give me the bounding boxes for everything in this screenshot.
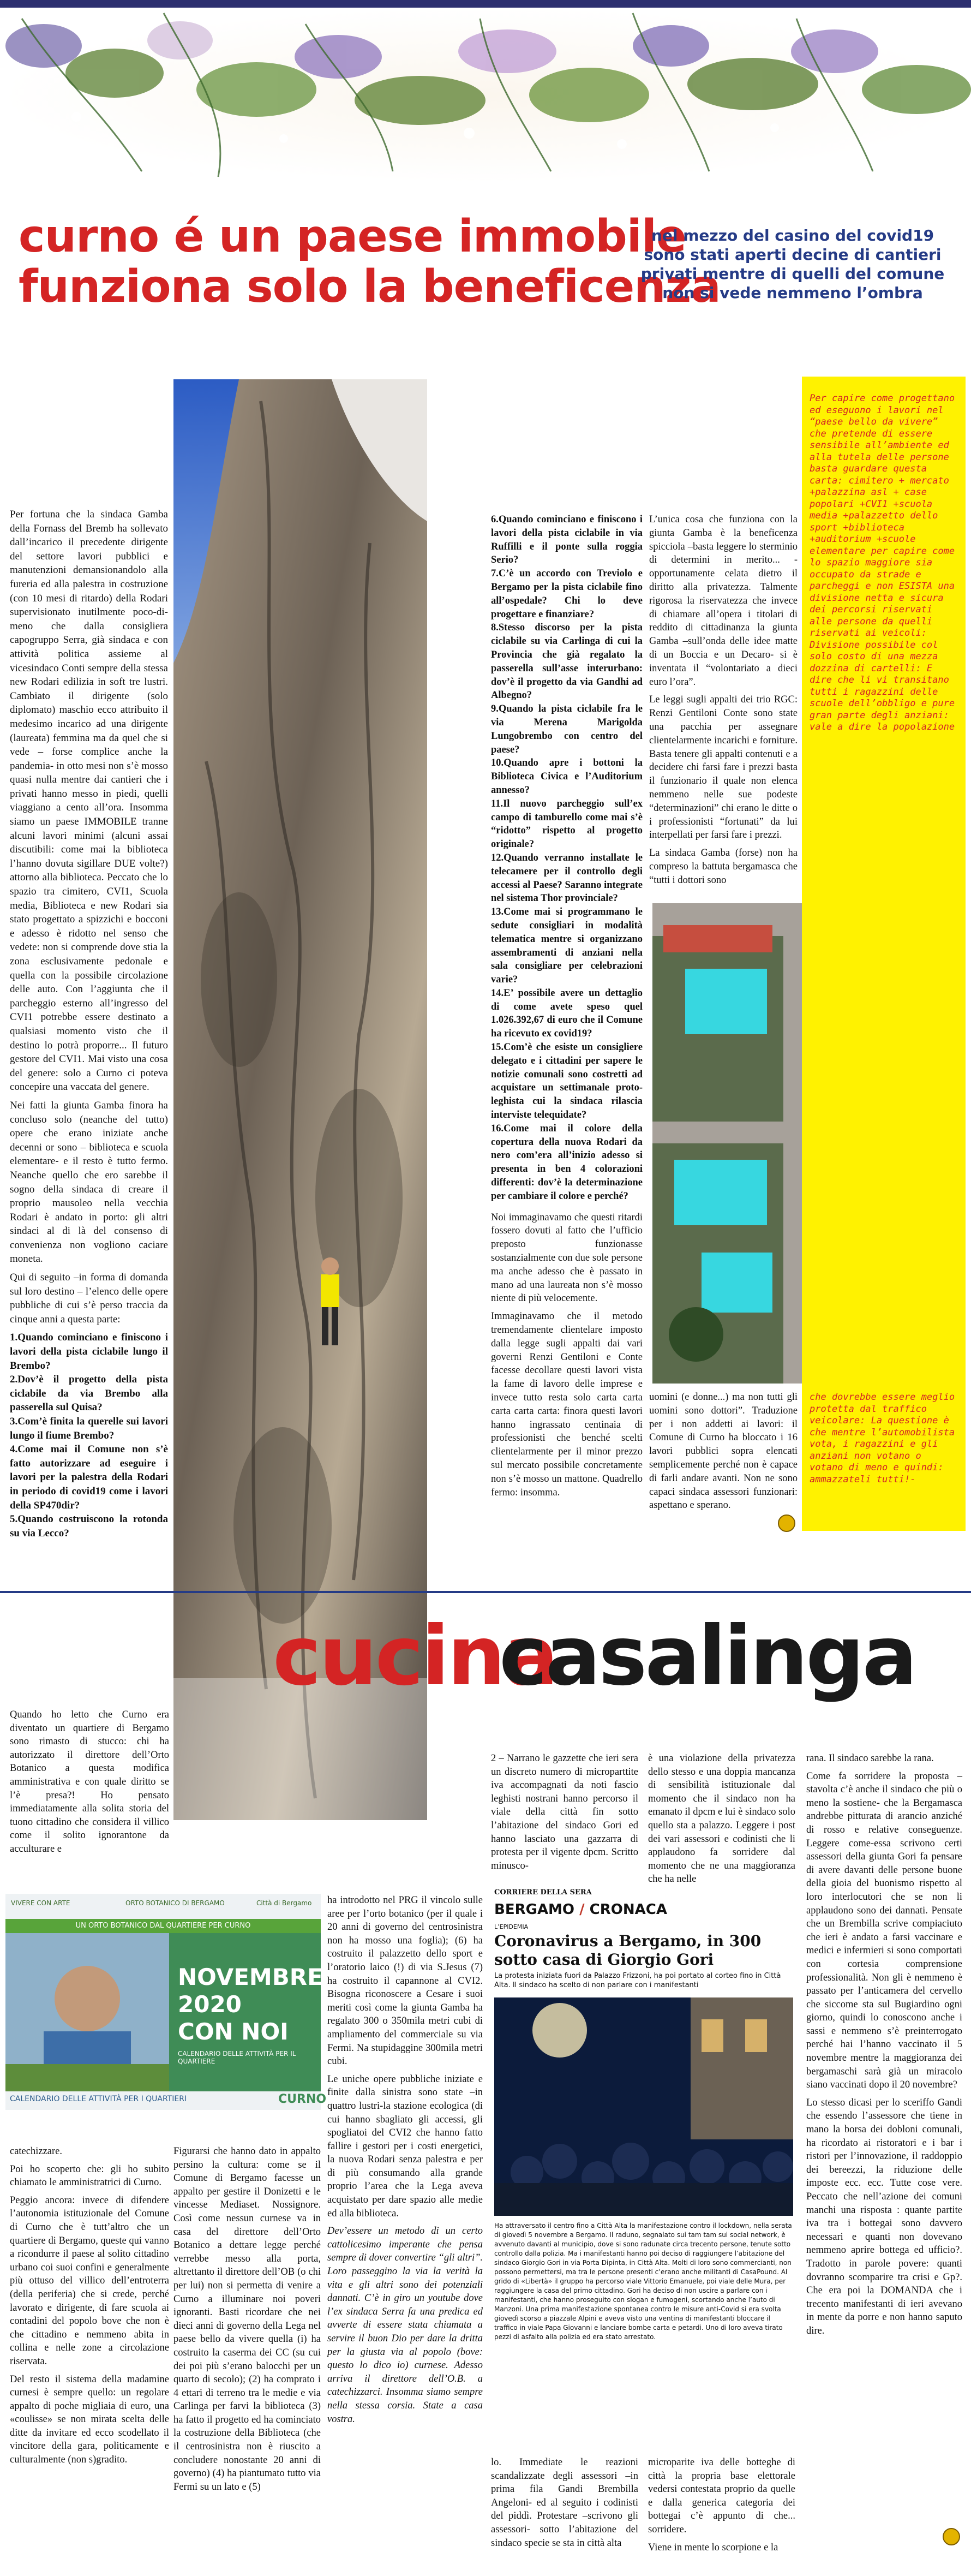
- flyer-logo-mid: ORTO BOTANICO DI BERGAMO: [125, 1899, 225, 1907]
- publisher-logo: [943, 2528, 960, 2545]
- question-item: 7.C’è un accordo con Treviolo e Bergamo per la pista ciclabile fino all’ospedale? Chi lo deve progettare e finanziare?: [491, 568, 643, 620]
- subheadline-line4: non si vede nemmeno l’ombra: [662, 284, 923, 302]
- orto-botanico-flyer: [5, 1894, 327, 2110]
- subheadline: [626, 226, 959, 302]
- bottom-column-6: [806, 1752, 962, 2342]
- subheadline-line2: sono stati aperti decine di cantieri: [644, 246, 942, 264]
- paragraph: catechizzare.: [10, 2146, 63, 2157]
- sidebar-text-top: Per capire come progettano ed eseguono i lavori nel “paese bello da vivere” che pretende di essere sensibile all’ambiente ed alla tutela delle persone basta guardare questa carta: cimitero + mercato +palazzina asl + case popolari +CVI1 +scuola media +palazzetto dello sport +biblioteca +auditorium +scuole elementare per capire come lo spazio maggiore sia occupato da strade e parcheggi e non ESISTA una divisione netta e sicura dei percorsi riservati alle persone da quelli riservati ai veicoli: Divisione possibile col solo costo di una mezza dozzina di cartelli: E dire che li vi transitano tutti i ragazzini delle scuole dell’obbligo e pure gran parte degli anziani: vale a dire la popolazione: [810, 393, 955, 732]
- main-headline-line1: curno é un paese immobile: [19, 211, 686, 263]
- question-item: 1.Quando cominciano e finiscono i lavori della pista ciclabile lungo il Brembo?: [10, 1332, 168, 1372]
- bottom-column-1-top: [10, 1708, 169, 1861]
- paragraph: Le uniche opere pubbliche iniziate e finite dalla sinistra sono state –in quattro lustri-la stazione ecologica (di cui hanno sbagliato gli accessi, gli spogliatoi del CVI2 che hanno fatto fallire i gestori per i costi energetici, la nuova Rodari senza palestra e per di più consumando alla grande proprio l’area che la Lega aveva acquistato per dare spazio alle medie ed alla biblioteca.: [327, 2073, 483, 2219]
- question-item: 5.Quando costruiscono la rotonda su via Lecco?: [10, 1513, 168, 1539]
- paragraph: Immaginavamo che il metodo tremendamente clientelare imposto dalla legge sugli appalti dai vari governi Renzi Gentiloni e Conte facesse decollare questi lavori vista la fame di lavoro delle imprese e invece tutto resta solo carta carta carta carta carta: finora questi lavori hanno ingrassato centinaia di professionisti che benché scelti clientelarmente per il minor prezzo sul mercato possibile concretamente non s’è mosso un mattone. Quadrello fermo: insomma.: [491, 1311, 643, 1498]
- floral-banner: [0, 8, 971, 182]
- article-column-1: [10, 508, 168, 1540]
- subheadline-line1: nel mezzo del casino del covid19: [651, 226, 934, 245]
- news-section-city: BERGAMO: [494, 1901, 575, 1918]
- paragraph: Le leggi sugli appalti dei trio RGC: Renzi Gentiloni Conte sono state una pacchia per assegnare clientelarmente incarichi e forniture. Basta tenere gli appalti contenuti e a decidere chi farsi fare i prezzi basta il funzionario il quale non elenca nemmeno nelle sue podeste “determinazioni” chi erano le ditte o i professionisti “fortunati” da lui interpellati per farsi fare i prezzi.: [649, 694, 798, 841]
- news-clipping: [491, 1888, 796, 2390]
- paragraph: microparite iva delle botteghe di città la propria base elettorale vedersi contestata proprio da quelle e dalla generica categoria dei bottegai c’è appunto di che... sorridere.: [648, 2457, 795, 2535]
- question-item: 16.Come mai il colore della copertura della nuova Rodari da nero com’era all’inizio adesso si presenta in ben 4 colorazioni differenti: dov’è la determinazione per cambiare il colore e perché?: [491, 1123, 643, 1202]
- rock-climber-art: [173, 379, 427, 1820]
- paragraph: lo. Immediate le reazioni scandalizzate degli assessori –in prima fila Gandi Brembilla Angeloni- ed al seguito i codinisti del piddì. Protestare –scrivono gli assessori- sotto l’abitazione del sindaco specie se sta in città alta: [491, 2457, 638, 2549]
- paragraph: Poi ho scoperto che: gli ho subito chiamato le amministratrici di Curno.: [10, 2163, 169, 2189]
- paragraph: L’unica cosa che funziona con la giunta Gamba è la beneficenza spicciola –basta leggere lo sterminio di determini in merito... - opportunamente celata dietro il diritto alla privatezza. Talmente rigorosa la riservatezza che invece di chiamare all’opera i titolari di reddito di cittadinanza la giunta Gamba –sull’onda delle idee matte di un Boccia e un Decaro- si è inventata il “volontariato a dieci euro l’ora”.: [649, 514, 798, 688]
- sidebar-text-bottom: che dovrebbe essere meglio protetta dal traffico veicolare: La questione è che mentre l’automobilista vota, i ragazzini e gli anziani non votano o votano di meno e quindi: ammazzateli tutti!-: [810, 1392, 955, 1485]
- question-item: 9.Quando la pista ciclabile fra le via Merena Marigolda Lungobrembo con centro del paese?: [491, 703, 643, 755]
- question-item: 6.Quando cominciano e finiscono i lavori della pista ciclabile in via Ruffilli e il ponte sulla roggia Serio?: [491, 514, 643, 566]
- flyer-year: 2020: [178, 1991, 242, 2018]
- flyer-slogan: CON NOI: [178, 2018, 289, 2045]
- bottom-column-4-top: [491, 1752, 638, 1877]
- question-item: 10.Quando apre i bottoni la Biblioteca Civica e l’Auditorium annesso?: [491, 758, 643, 796]
- main-headline: [19, 212, 721, 312]
- paragraph: ha introdotto nel PRG il vincolo sulle aree per l’orto botanico (per il quale i 20 anni di governo del centrosinistra non ha mosso una foglia); (6) ha costruito il palazzetto dello sport e l’oratorio laico (!) di via S.Jesus (7) ha costruito il capannone al CVI2. Bisogna riconoscere a Cesare i suoi meriti così come la giunta Gamba ha regalato 300 o 350mila metri cubi di ampliamento del commerciale su via Fermi. Na stupidaggine 300mila metri cubi.: [327, 1895, 483, 2067]
- flyer-logo-right: Città di Bergamo: [256, 1899, 312, 1907]
- paragraph: Qui di seguito –in forma di domanda sul loro destino – l’elenco delle opere pubbliche di cui s’è perso traccia da cinque anni a questa parte:: [10, 1272, 168, 1325]
- publisher-logo: [778, 1514, 795, 1532]
- paragraph: Noi immaginavamo che questi ritardi fossero dovuti al fatto che l’ufficio preposto funzionasse sostanzialmente con due sole persone ma anche adesso che è passato in mano ad una laureata non s’è mosso niente di più velocemente.: [491, 1212, 643, 1304]
- paragraph: Del resto il sistema della madamine curnesi è sempre quello: un regolare appalto di poche migliaia di euro, una «coulisse» se non mirata scelta delle ditte da invitare ed ecco scodellato il vincitore della gara, politicamente e culturalmente (non s)gradito.: [10, 2374, 169, 2466]
- paragraph: Peggio ancora: invece di difendere l’autonomia istituzionale del Comune di Curno che è tutt’altro che un quartiere di Bergamo, queste qui vanno a ricondurre il paese al solito cittadino urbano coi suoi confini e generalmente più ottuso del villico dell’entroterra (della periferia) che si crede, perché lavorato e dirigente, di fare scuola ai contadini del popolo bove che non è che cittadino e nemmeno abita in collina e nelle zone a circolazione riservata.: [10, 2195, 169, 2367]
- paragraph: La sindaca Gamba (forse) non ha compreso la battuta bergamasca che “tutti i dottori sono: [649, 848, 798, 886]
- news-section: [494, 1901, 667, 1918]
- flyer-child-photo: [5, 1933, 169, 2091]
- section-divider: [0, 1591, 971, 1593]
- question-item: 11.Il nuovo parcheggio sull’ex campo di tamburello come mai s’è “ridotto” rispetto al progetto originale?: [491, 798, 643, 850]
- main-headline-line2: funziona solo la beneficenza: [19, 261, 721, 313]
- question-item: 8.Stesso discorso per la pista ciclabile su via Carlinga di cui la Provincia che già regalato la passerella sull’asse interurbano: dov’è il progetto da via Gandhi ad Albegno?: [491, 622, 643, 701]
- flyer-calendar-caption: CALENDARIO DELLE ATTIVITÀ PER I QUARTIERI: [10, 2095, 187, 2103]
- subheadline-line3: privati mentre di quelli del comune: [640, 265, 945, 283]
- yellow-sidebar-box: [802, 377, 966, 1531]
- question-item: 2.Dov’è il progetto della pista ciclabile da via Brembo alla passerella sul Quisa?: [10, 1374, 168, 1414]
- flyer-curno-label: CURNO: [278, 2092, 327, 2106]
- flyer-month: NOVEMBRE: [178, 1964, 323, 1990]
- question-item: 15.Com’è che esiste un consigliere delegato e i cittadini per sapere le notizie comunali sono costretti ad acquistare un settimanale proto-leghista cui la sindaca rilascia interviste telequidate?: [491, 1042, 643, 1121]
- paragraph: Figurarsi che hanno dato in appalto persino la cultura: come se il Comune di Bergamo facesse un appalto per gestire il Donizetti e le vincesse Mediaset. Nossignore. Così come nessun curnese va in casa del direttore dell’Orto Botanico a dettare legge perché verrebbe messo alla porta, altrettanto il direttore dell’OB (o chi per lui) non si permetta di venire a Curno a illuminare noi poveri ignoranti. Basti ricordare che nei dieci anni di governo della Lega nel paese bello da vivere quella (i) ha costruito la caserma dei CC (su cui dei poi più s’erano balocchi per un quarto di secolo); (2) ha comprato i 4 ettari di terreno tra le medie e via Carlinga per farvi la biblioteca (3) ha fatto il progetto ed ha cominciato la costruzione della Biblioteca (che il centrosinistra non è riuscito a concludere nonostante 20 anni di governo) (4) ha piantumato tutto via Fermi su un lato e (5): [173, 2146, 321, 2492]
- question-item: 14.E’ possibile avere un dettaglio di come avete speso quel 1.026.392,67 di euro che il Comune ha ricevuto ex covid19?: [491, 987, 643, 1040]
- article-column-3-bottom: [649, 1391, 798, 1517]
- bottom-column-1-bottom: [10, 2145, 169, 2471]
- bottom-column-5-bottom: [648, 2456, 795, 2559]
- casalinga-word: casalinga: [499, 1609, 915, 1704]
- bottom-column-3: [327, 1894, 483, 2430]
- paragraph: è una violazione della privatezza dello stesso e una doppia mancanza di sensibilità istituzionale dal momento che il sindaco non ha emanato il dpcm e lui è sindaco solo quello sta a palazzo. Leggere i post dei vari assessori e codinisti che li applaudono fa sorridere dal momento che ne una maggioranza che ha nelle: [648, 1753, 795, 1885]
- news-section-separator: /: [579, 1901, 585, 1918]
- flyer-subtitle: CALENDARIO DELLE ATTIVITÀ PER IL QUARTIERE: [178, 2050, 296, 2065]
- bottom-column-4-bottom: [491, 2456, 638, 2554]
- news-protest-photo: [494, 1997, 793, 2216]
- paragraph: Per fortuna che la sindaca Gamba della Fornass del Bremb ha sollevato dall’incarico il precedente dirigente del settore lavori pubblici e manutenzioni demansionandolo alla fureria ed alla palestra in costruzione (con 10 mesi di ritardo) della Rodari supervisionato inutilmente poco-di-meno che dalla consigliera capogruppo Serra, già sindaca e con attività politica assieme al vicesindaco Conti sempre della stessa new Rodari edilizia in soft tre lustri. Cambiato il dirigente (solo diplomato) maschio ecco attribuito il medesimo incarico ad una dirigente (laureata) femmina ma da quel che si vede – forse complice anche la pandemia- in otto mesi non s’è mosso quasi nulla mentre dai cantieri che i privati hanno messo in piedi, quelli viaggiano a cento all’ora. Insomma siamo un paese IMMOBILE tranne alcuni lavori minimi (alcuni assai discutibili: come mai la biblioteca l’hanno dovuta sigillare DUE volte?) attorno alla biblioteca. Peccato che lo spazio tra cimitero, CVI1, Scuola media, Biblioteca e new Rodari sia stato progettato a spizzichi e bocconi e adesso è ridotto nel senso che vedete: non si comprende dove stia la zona esclusivamente pedonale e quella con la possibile circolazione delle auto. Con l’aggiunta che il parcheggio esterno all’ingresso del CVI1 potrebbe essere destinato a qualsiasi momento visto che il destino lo potrà proporre... Il futuro gestore del CVI1. Mai visto una cosa del genere: solo a Curno ci poteva concepire una vaccata del genere.: [10, 509, 168, 1093]
- paragraph: Come fa sorridere la proposta –stavolta c’è anche il sindaco che più o meno la sostiene- che la Bergamasca andrebbe pitturata di arancio anziché di rosso e relative conseguenze. Leggere come-essa scrivono certi assessori della giunta Gori fa pensare di avere davanti delle persone buone della gioia del buonismo rispetto al loro interlocutori che se non li applaudono sono dei dannati. Pensate che un Brembilla scrive compiaciuto che ieri è andato a farsi vaccinare e medici e infermieri si sono comportati con cortesia comprensione professionalità. Non gli è nemmeno è passato per l’anticamera del cervello che siccome sta sul Bugiardino ogni giorno, quindi lo conoscono anche i sassi e nemmeno s’è preinterrogato perché hai l’hanno vaccinato il 5 novembre mentre la maggioranza dei bergamaschi sarà già un miracolo siano vaccinati dopo il 20 novembre?: [806, 1770, 962, 2091]
- paragraph: uomini (e donne...) ma non tutti gli uomini sono dottori”. Traduzione per i non addetti ai lavori: il Comune di Curno ha bloccato i 16 lavori pubblici sopra elencati semplicemente perché non è capace di farli andare avanti. Non ne sono capaci sindaca assessori funzionari: aspettano e sperano.: [649, 1392, 798, 1511]
- top-color-bar: [0, 0, 971, 8]
- paragraph: Viene in mente lo scorpione e la: [648, 2542, 778, 2553]
- cucina-word: cucina: [273, 1609, 557, 1704]
- question-item: 12.Quando verranno installate le telecamere per il controllo degli accessi al Paese? Saranno integrate nel sistema Thor provinciale?: [491, 852, 643, 904]
- paragraph: Dev’essere un metodo di un certo cattolicesimo imperante che pensa sempre di dover convertire “gli altri”. Loro passeggino la via la verità la vita e gli altri sono dei potenziali dannati. C’è in giro un youtube dove l’ex sindaca Serra fa una predica ed avverte di essere stata chiamata a servire il buon Dio per dare la dritta per la giusta via al popolo (bove: questo lo dico io) curnese. Adesso arriva il direttore dell’O.B. a catechizzarci. Insomma siamo sempre nella stessa corsia. State a casa vostra.: [327, 2226, 483, 2425]
- paragraph: Quando ho letto che Curno era diventato un quartiere di Bergamo sono rimasto di stucco: chi ha autorizzato il direttore dell’Orto Botanico a questa modifica amministrativa e con quale diritto se l’è presa?! Ho pensato immediatamente alla solita storia del tuono cittadino che considera il villico come il solito ignorantone da acculturare e: [10, 1709, 169, 1855]
- paragraph: rana. Il sindaco sarebbe la rana.: [806, 1753, 934, 1764]
- news-masthead: CORRIERE DELLA SERA: [494, 1888, 592, 1897]
- news-kicker: L’EPIDEMIA: [494, 1923, 529, 1930]
- bottom-column-5-top: [648, 1752, 795, 1891]
- question-item: 13.Come mai si programmano le sedute consigliari in modalità telematica mentre si organizzano assembramenti di anziani nella sala consigliare per celebrazioni varie?: [491, 907, 643, 986]
- article-column-3-top: [649, 513, 798, 892]
- paragraph: 2 – Narrano le gazzette che ieri sera un discreto numero di microparttite iva accompagnati da noti fascio leghisti nostrani hanno percorso il viale della città fin sotto l’abitazione del sindaco Gori ed hanno lasciato una gazzarra di protesta per il vigente dpcm. Scritto minusco-: [491, 1753, 638, 1871]
- news-lede: La protesta iniziata fuori da Palazzo Frizzoni, ha poi portato al corteo fino in Città Alta. Il sindaco ha scelto di non parlare con i manifestanti: [494, 1972, 781, 1989]
- rock-climber-photo: [173, 379, 427, 1820]
- bottom-column-2: [173, 2145, 321, 2498]
- news-section-name: CRONACA: [589, 1901, 667, 1918]
- article-column-2: [491, 513, 643, 1504]
- paragraph: Nei fatti la giunta Gamba finora ha concluso solo (neanche del tutto) opere che erano iniziate anche decenni or sono – biblioteca e scuola elementare- e il resto è tutto fermo. Neanche quello che ero sarebbe il sogno della sindaca di creare il proprio mausoleo nella vecchia Rodari è andato in porto: gli altri sindaci al di là del consenso di convenienza non vogliono caciare moneta.: [10, 1099, 168, 1265]
- question-item: 3.Com’è finita la querelle sui lavori lungo il fiume Brembo?: [10, 1416, 168, 1441]
- paragraph: Lo stesso dicasi per lo sceriffo Gandi che essendo l’assessore che tiene in mano la borsa dei dobloni comunali, ha ricordato ai ristoratori e i bar i ristori per l’innovazione, il raddoppio dei bereezzi, la riduzione delle imposte ecc. ecc. Tutte cose vere. Peccato che nell’azione dei comuni manchi una risposta : quante partite iva tra i bottegai sono davvero necessari e quanti non dovevano nemmeno aprire bottega ed ufficio?. Tradotto in parole povere: quanti dovranno scomparire tra crisi e Gp?. Che era poi la DOMANDA che i trecento manifestanti di ieri avevano in mente da porre e non hanno saputo dire.: [806, 2097, 962, 2336]
- flyer-green-band: UN ORTO BOTANICO DAL QUARTIERE PER CURNO: [5, 1919, 321, 1933]
- floral-banner-art: [0, 8, 971, 182]
- flyer-logo-left: VIVERE CON ARTE: [11, 1899, 70, 1907]
- question-item: 4.Come mai il Comune non s’è fatto autorizzare ad eseguire i lavori per la palestra della Rodari in periodo di covid19 come i lavori della SP470dir?: [10, 1444, 168, 1511]
- news-title: Coronavirus a Bergamo, in 300 sotto casa di Giorgio Gori: [494, 1932, 762, 1969]
- news-body: Ha attraversato il centro fino a Città Alta la manifestazione contro il lockdown, nella serata di giovedì 5 novembre a Bergamo. Il raduno, segnalato sui tam tam sui social network, è avvenuto davanti al municipio, dove si sono radunate circa trecento persone, tenute sotto controllo dalla polizia. Ma i manifestanti hanno poi deciso di raggiungere l’abitazione del sindaco Giorgio Gori in via Porta Dipinta, in Città Alta. Molti di loro sono commercianti, non possono permettersi, ma tra le persone presenti c’erano anche militanti di CasaPound. Al grido di «Libertà» il gruppo ha percorso viale Vittorio Emanuele, poi viale delle Mura, per raggiungere la casa del primo cittadino. Gori ha deciso di non uscire a parlare con i manifestanti, che hanno proseguito con slogan e fumogeni, scortando anche l’auto di Manzoni. Una prima manifestazione spontanea contro le misure anti-Covid si era svolta giovedì scorso a piazzale Alpini e aveva visto una ventina di manifestanti bloccare il traffico in viale Papa Giovanni e lanciare bombe carta e petardi. Uno di loro aveva tirato pezzi di asfalto alla polizia ed era stato arrestato.: [494, 2222, 792, 2341]
